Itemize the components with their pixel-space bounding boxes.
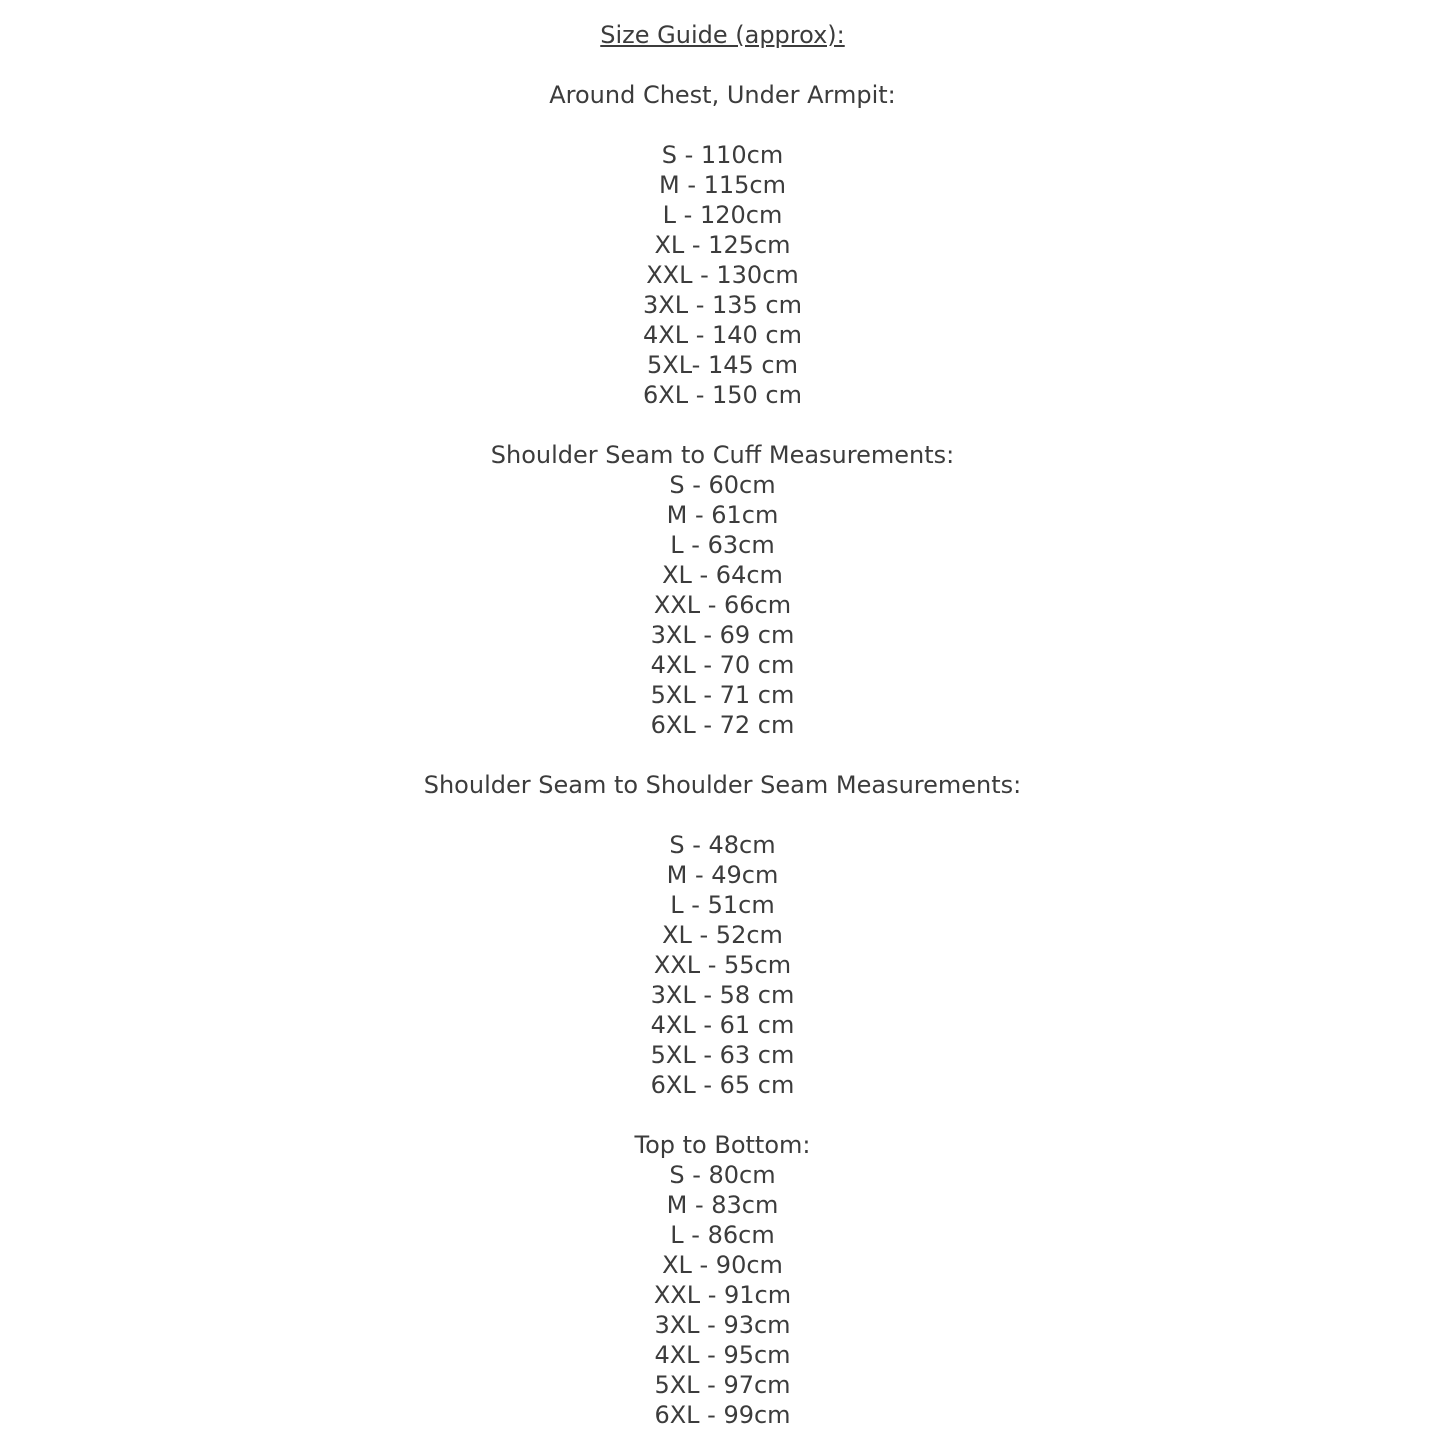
size-item: 4XL - 140 cm xyxy=(642,321,802,349)
size-list xyxy=(0,470,1445,740)
size-item: 5XL - 63 cm xyxy=(650,1041,795,1069)
size-item: 4XL - 61 cm xyxy=(650,1011,795,1039)
size-item: 4XL - 70 cm xyxy=(650,651,795,679)
section xyxy=(0,770,1445,1100)
section-heading: Shoulder Seam to Cuff Measurements: xyxy=(490,441,955,469)
size-item: M - 61cm xyxy=(666,501,779,529)
size-item: XL - 52cm xyxy=(662,921,783,949)
size-item: 6XL - 99cm xyxy=(654,1401,791,1429)
size-list xyxy=(0,140,1445,410)
size-item: XXL - 66cm xyxy=(653,591,792,619)
size-item: XXL - 91cm xyxy=(653,1281,792,1309)
size-item: 4XL - 95cm xyxy=(654,1341,791,1369)
size-item: L - 63cm xyxy=(670,531,775,559)
size-item: S - 110cm xyxy=(661,141,784,169)
section xyxy=(0,440,1445,740)
size-item: XXL - 130cm xyxy=(646,261,799,289)
size-item: XL - 90cm xyxy=(662,1251,783,1279)
size-item: L - 51cm xyxy=(670,891,775,919)
size-item: 3XL - 69 cm xyxy=(650,621,795,649)
size-item: M - 115cm xyxy=(658,171,786,199)
size-item: M - 49cm xyxy=(666,861,779,889)
size-list xyxy=(0,830,1445,1100)
size-item: 6XL - 72 cm xyxy=(650,711,795,739)
size-item: 3XL - 93cm xyxy=(654,1311,791,1339)
size-item: 3XL - 135 cm xyxy=(642,291,802,319)
size-item: XXL - 55cm xyxy=(653,951,792,979)
size-item: L - 120cm xyxy=(662,201,783,229)
page-title: Size Guide (approx): xyxy=(600,21,845,49)
size-item: S - 80cm xyxy=(669,1161,776,1189)
size-item: S - 60cm xyxy=(669,471,776,499)
section-heading: Shoulder Seam to Shoulder Seam Measurements: xyxy=(423,771,1022,799)
size-item: M - 83cm xyxy=(666,1191,779,1219)
section-heading: Top to Bottom: xyxy=(634,1131,811,1159)
size-item: 5XL - 97cm xyxy=(654,1371,791,1399)
size-item: S - 48cm xyxy=(669,831,776,859)
section xyxy=(0,80,1445,410)
size-item: XL - 64cm xyxy=(662,561,783,589)
size-item: 6XL - 65 cm xyxy=(650,1071,795,1099)
size-item: 5XL - 71 cm xyxy=(650,681,795,709)
size-list xyxy=(0,1160,1445,1430)
size-item: 6XL - 150 cm xyxy=(642,381,802,409)
section xyxy=(0,1130,1445,1430)
size-item: L - 86cm xyxy=(670,1221,775,1249)
size-item: 5XL- 145 cm xyxy=(647,351,798,379)
sections-container xyxy=(0,80,1445,1430)
size-item: XL - 125cm xyxy=(654,231,791,259)
size-item: 3XL - 58 cm xyxy=(650,981,795,1009)
section-heading: Around Chest, Under Armpit: xyxy=(549,81,896,109)
